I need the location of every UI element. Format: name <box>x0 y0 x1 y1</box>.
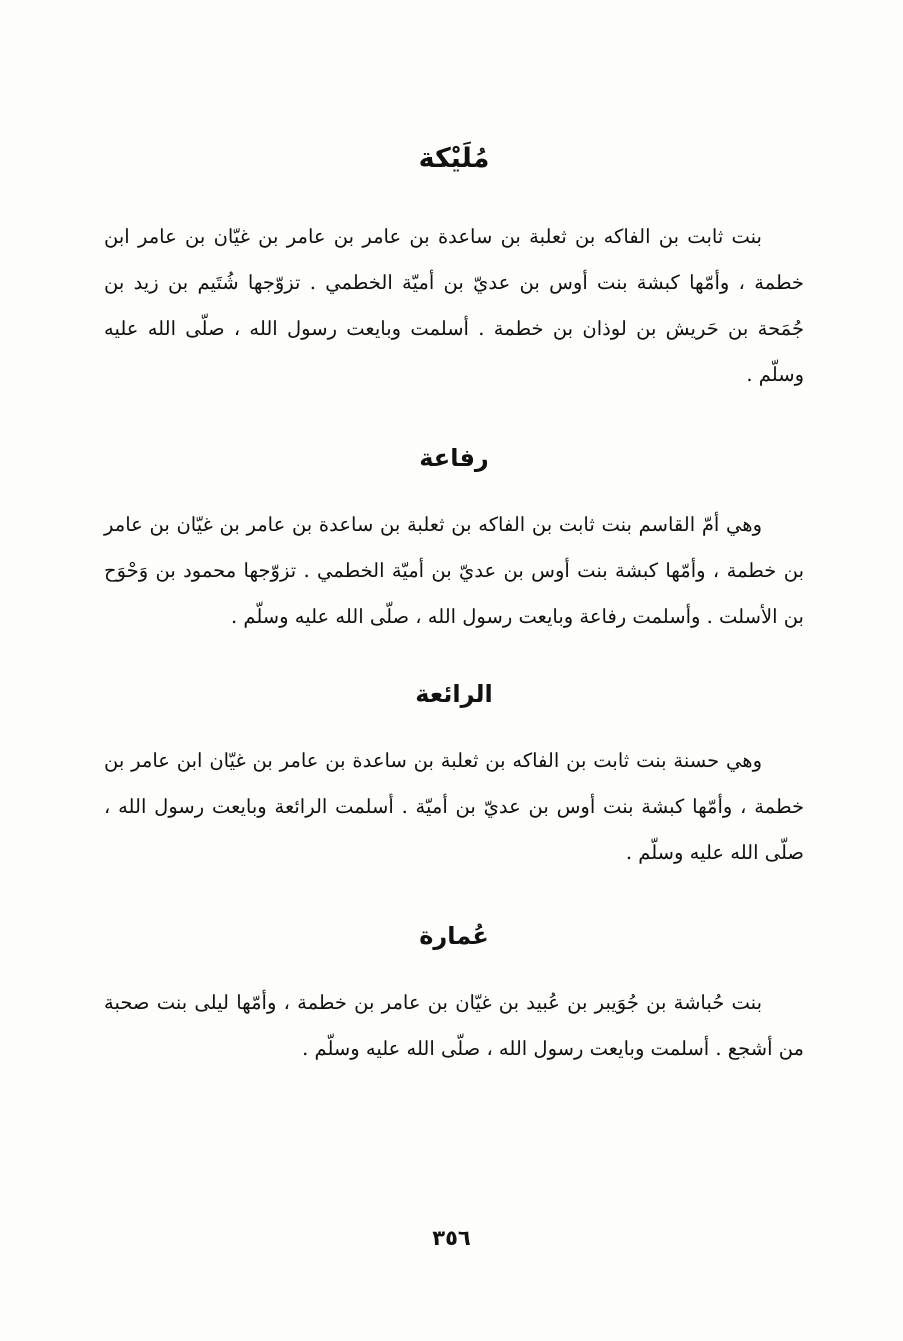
entry-text: بنت حُباشة بن جُوَيبر بن عُبيد بن غيّان بن عامر بن خطمة ، وأمّها ليلى بنت صحبة من أشجع . أسلمت وبايعت رسول الله ، صلّى الله عليه وسلّم . <box>104 991 804 1060</box>
entry-rifaa <box>104 438 804 640</box>
page-number: ٣٥٦ <box>432 1226 471 1250</box>
entry-umara <box>104 916 804 1072</box>
entry-title: مُلَيْكة <box>418 143 490 174</box>
entry-title: الرائعة <box>415 680 493 708</box>
entry-text: وهي أمّ القاسم بنت ثابت بن الفاكه بن ثعلبة بن ساعدة بن عامر بن غيّان بن عامر بن خطمة ، وأمّها كبشة بنت أوس بن عديّ بن أميّة الخطمي . تزوّجها محمود بن وَحْوَح بن الأسلت . وأسلمت رفاعة وبايعت رسول الله ، صلّى الله عليه وسلّم . <box>104 513 804 628</box>
entry-text: بنت ثابت بن الفاكه بن ثعلبة بن ساعدة بن عامر بن عامر بن غيّان بن عامر ابن خطمة ، وأمّها كبشة بنت أوس بن عديّ بن أميّة الخطمي . تزوّجها شُتَيم بن زيد بن جُمَحة بن حَريش بن لوذان بن خطمة . أسلمت وبايعت رسول الله ، صلّى الله عليه وسلّم . <box>104 225 804 386</box>
entry-title: عُمارة <box>419 922 489 950</box>
page-content <box>104 128 804 1072</box>
entry-raia <box>104 674 804 876</box>
entry-text: وهي حسنة بنت ثابت بن الفاكه بن ثعلبة بن ساعدة بن عامر بن غيّان ابن عامر بن خطمة ، وأمّها كبشة بنت أوس بن عديّ بن أميّة . أسلمت الرائعة وبايعت رسول الله ، صلّى الله عليه وسلّم . <box>104 749 804 864</box>
entry-mulaika <box>104 128 804 398</box>
entry-title: رفاعة <box>419 444 489 472</box>
